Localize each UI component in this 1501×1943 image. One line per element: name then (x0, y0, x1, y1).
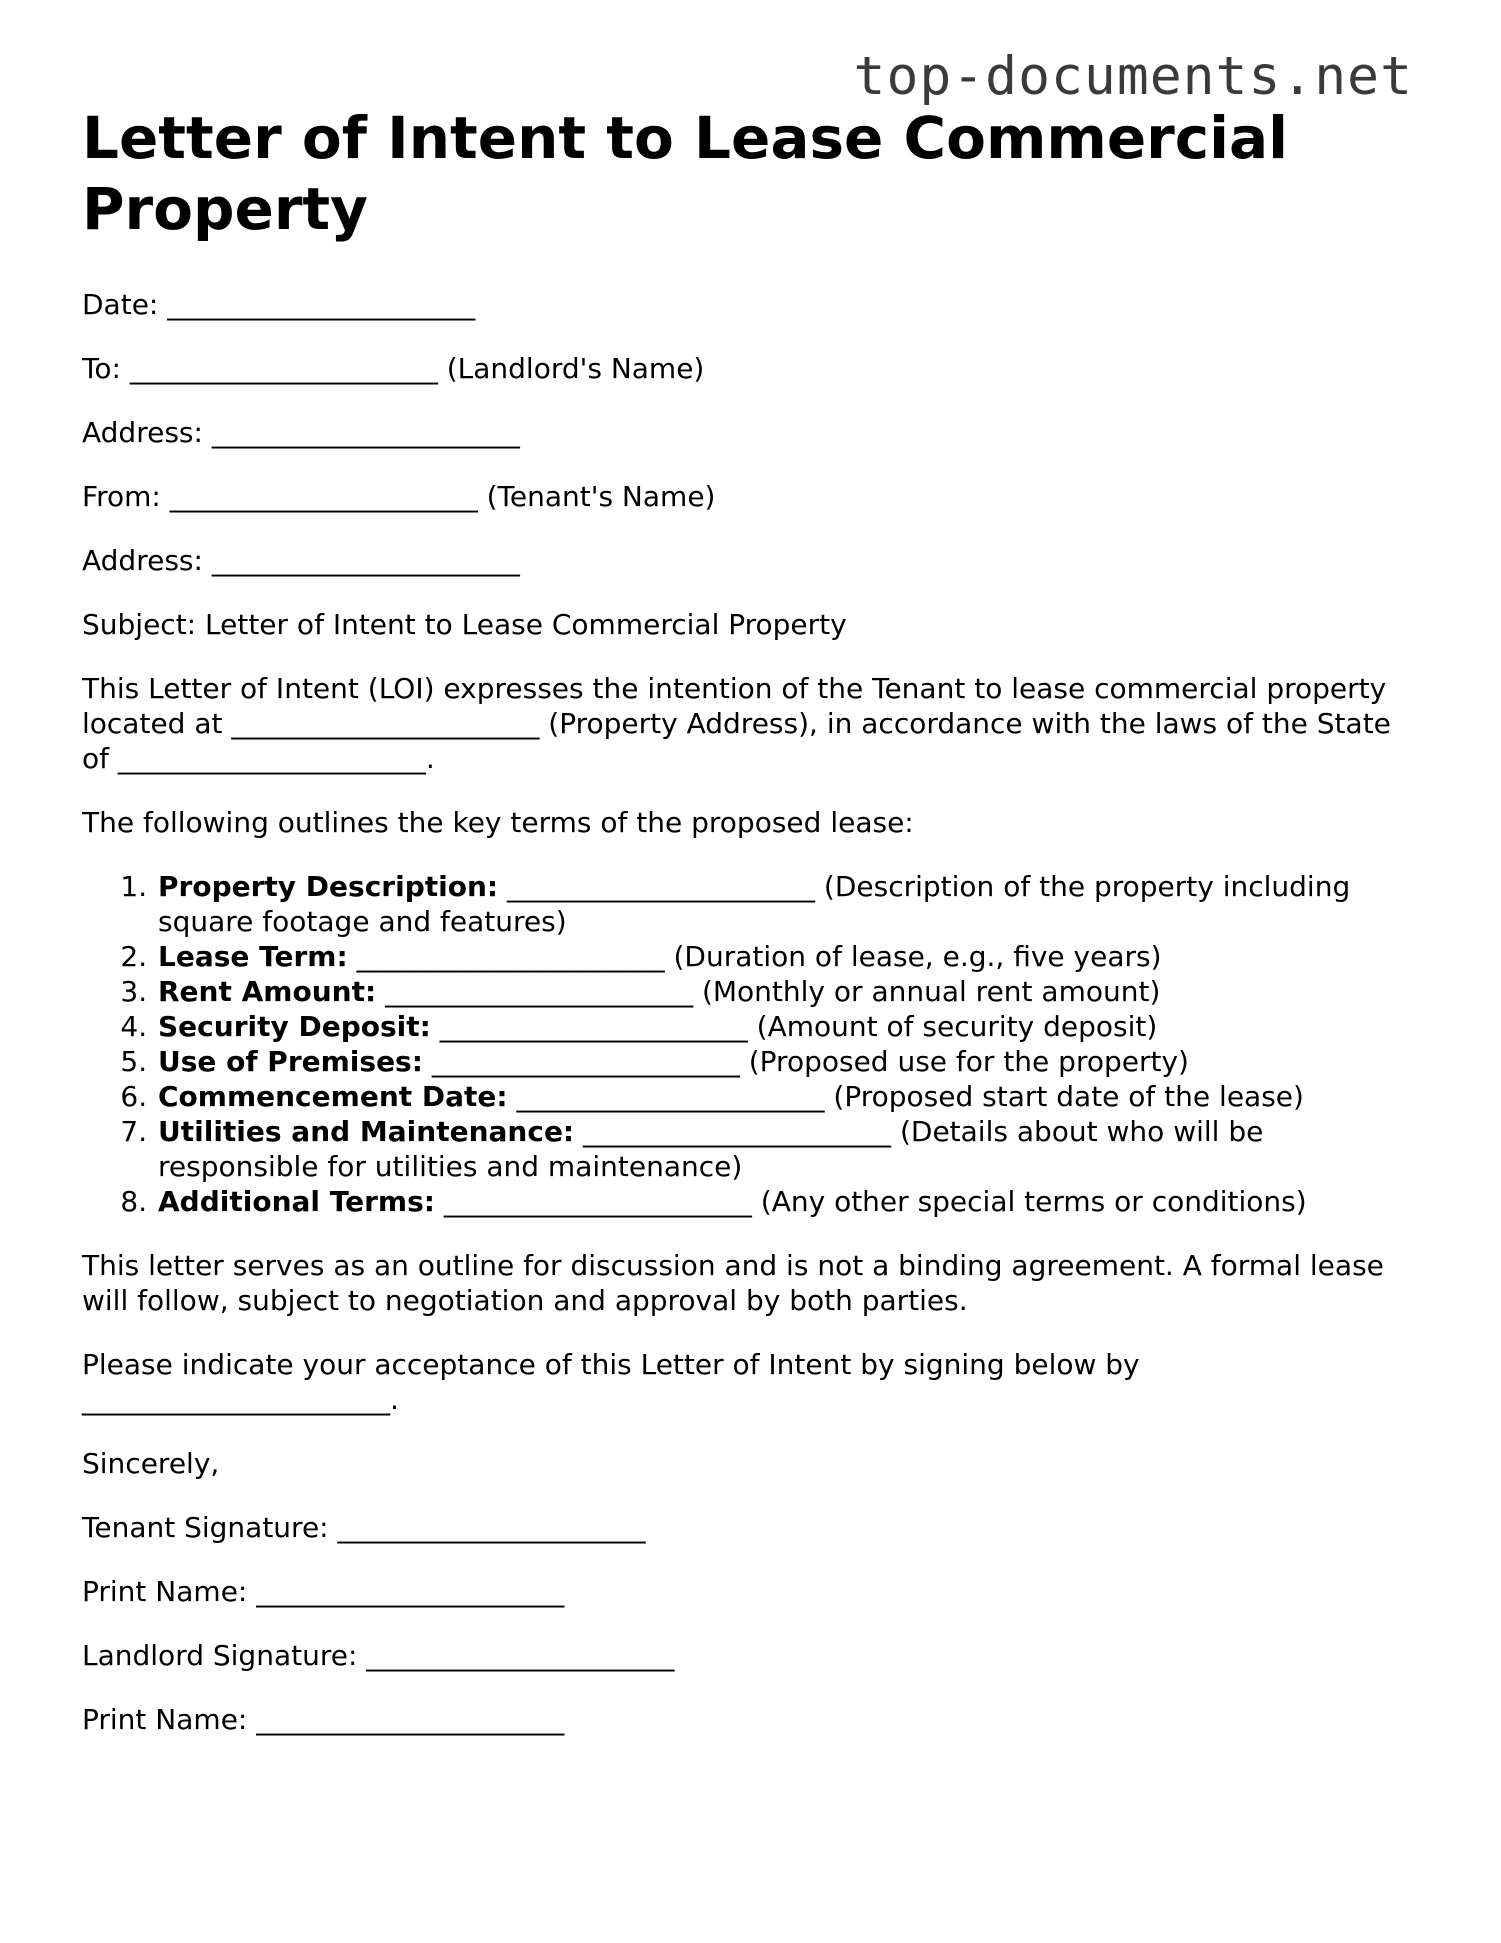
term-note: (Any other special terms or conditions) (760, 1185, 1307, 1218)
term-blank[interactable]: ______________________ (385, 975, 694, 1008)
property-address-blank[interactable]: ______________________ (231, 707, 540, 740)
landlord-signature-line (82, 1638, 1422, 1673)
intro-text-3: . (425, 742, 435, 775)
tenant-print-name-line (82, 1574, 1422, 1609)
landlord-print-name-blank[interactable]: ______________________ (256, 1703, 565, 1736)
term-label: Property Description: (158, 870, 499, 903)
term-item (156, 1079, 1422, 1114)
to-blank[interactable]: ______________________ (129, 352, 438, 385)
term-blank[interactable]: ______________________ (516, 1080, 825, 1113)
document-title: Letter of Intent to Lease Commercial Property (82, 104, 1289, 243)
to-field (82, 351, 1422, 386)
from-label: From: (82, 480, 161, 513)
landlord-print-name-line (82, 1702, 1422, 1737)
term-item (156, 1009, 1422, 1044)
intro-paragraph (82, 671, 1422, 776)
term-note: (Amount of security deposit) (756, 1010, 1158, 1043)
acceptance-paragraph (82, 1347, 1422, 1417)
tenant-signature-label: Tenant Signature: (82, 1511, 329, 1544)
term-label: Additional Terms: (158, 1185, 435, 1218)
term-label: Rent Amount: (158, 975, 377, 1008)
date-label: Date: (82, 288, 159, 321)
from-field (82, 479, 1422, 514)
term-item (156, 1114, 1422, 1184)
tenant-address-field (82, 543, 1422, 578)
from-blank[interactable]: ______________________ (169, 480, 478, 513)
tenant-print-name-label: Print Name: (82, 1575, 248, 1608)
to-note: (Landlord's Name) (446, 352, 705, 385)
landlord-print-name-label: Print Name: (82, 1703, 248, 1736)
acceptance-end: . (390, 1383, 399, 1416)
tenant-address-blank[interactable]: ______________________ (211, 544, 520, 577)
watermark: top-documents.net (853, 46, 1413, 107)
term-blank[interactable]: ______________________ (507, 870, 815, 903)
term-item (156, 974, 1422, 1009)
term-label: Use of Premises: (158, 1045, 423, 1078)
term-note: (Details about who will be responsible for utilities and maintenance) (158, 1115, 1264, 1183)
term-label: Security Deposit: (158, 1010, 431, 1043)
landlord-signature-blank[interactable]: ______________________ (366, 1639, 675, 1672)
term-item (156, 1184, 1422, 1219)
landlord-address-blank[interactable]: ______________________ (211, 416, 520, 449)
date-blank[interactable]: ______________________ (167, 288, 476, 321)
term-label: Lease Term: (158, 940, 348, 973)
term-blank[interactable]: ______________________ (443, 1185, 752, 1218)
term-note: (Description of the property including square footage and features) (158, 870, 1351, 938)
term-item (156, 1044, 1422, 1079)
terms-list (82, 869, 1422, 1219)
term-note: (Monthly or annual rent amount) (701, 975, 1161, 1008)
disclaimer-paragraph: This letter serves as an outline for discussion and is not a binding agreement. A formal lease will follow, subject to negotiation and approval by both parties. (82, 1249, 1384, 1317)
term-item (156, 869, 1422, 939)
tenant-address-label: Address: (82, 544, 203, 577)
document-page (82, 103, 1422, 1737)
from-note: (Tenant's Name) (486, 480, 716, 513)
intro-text-2: (Property Address), in accordance with the laws of the State of (82, 707, 1391, 775)
term-blank[interactable]: ______________________ (431, 1045, 740, 1078)
tenant-print-name-blank[interactable]: ______________________ (256, 1575, 565, 1608)
term-blank[interactable]: ______________________ (356, 940, 665, 973)
to-label: To: (82, 352, 121, 385)
term-note: (Duration of lease, e.g., five years) (673, 940, 1162, 973)
landlord-address-field (82, 415, 1422, 450)
acceptance-date-blank[interactable]: ______________________ (82, 1383, 390, 1416)
term-label: Commencement Date: (158, 1080, 508, 1113)
landlord-signature-label: Landlord Signature: (82, 1639, 358, 1672)
term-blank[interactable]: ______________________ (439, 1010, 748, 1043)
term-note: (Proposed start date of the lease) (833, 1080, 1304, 1113)
term-note: (Proposed use for the property) (748, 1045, 1189, 1078)
closing-line: Sincerely, (82, 1447, 220, 1480)
landlord-address-label: Address: (82, 416, 203, 449)
tenant-signature-line (82, 1510, 1422, 1545)
acceptance-text: Please indicate your acceptance of this Letter of Intent by signing below by (82, 1348, 1140, 1381)
term-label: Utilities and Maintenance: (158, 1115, 575, 1148)
subject-line: Subject: Letter of Intent to Lease Commercial Property (82, 608, 847, 641)
term-item (156, 939, 1422, 974)
intro-text-1: This Letter of Intent (LOI) expresses the intention of the Tenant to lease commercial property located at (82, 672, 1387, 740)
tenant-signature-blank[interactable]: ______________________ (337, 1511, 646, 1544)
date-field (82, 287, 1422, 322)
term-blank[interactable]: ______________________ (583, 1115, 892, 1148)
state-blank[interactable]: ______________________ (117, 742, 426, 775)
outline-lead: The following outlines the key terms of the proposed lease: (82, 806, 914, 839)
